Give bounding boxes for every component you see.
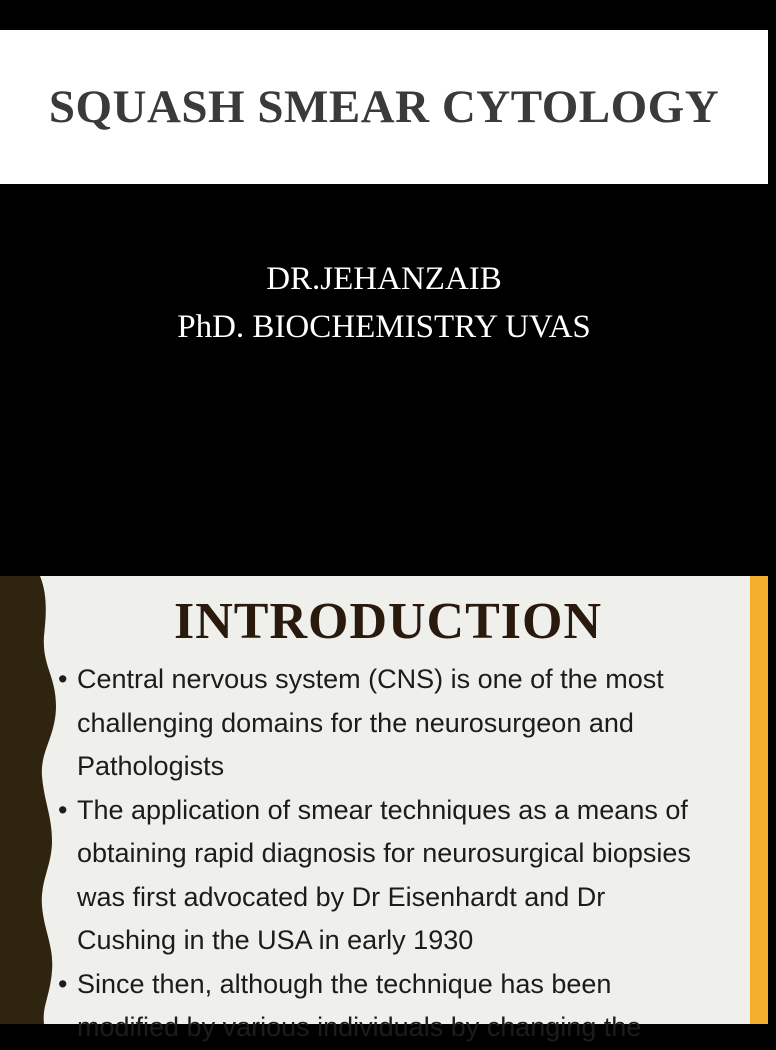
author-name: DR.JEHANZAIB — [266, 261, 502, 297]
bullet-line: Cushing in the USA in early 1930 — [77, 925, 474, 955]
bullet-icon: • — [58, 794, 68, 825]
bullet-icon: • — [58, 968, 68, 999]
bullet-line: The application of smear techniques as a means of — [77, 794, 688, 825]
bullet-line: modified by various individuals by changing the — [77, 1012, 642, 1042]
title-band — [0, 30, 768, 184]
slide-title: SQUASH SMEAR CYTOLOGY — [48, 81, 720, 133]
bullet-line: Central nervous system (CNS) is one of the most — [77, 664, 664, 694]
bullet-line: was first advocated by Dr Eisenhardt and Dr — [77, 881, 606, 912]
author-block — [0, 255, 768, 351]
bullet-line: Since then, although the technique has been — [77, 968, 612, 999]
bullet-list — [58, 658, 758, 1050]
list-item — [58, 789, 758, 963]
section-heading: INTRODUCTION — [173, 593, 603, 650]
author-credentials: PhD. BIOCHEMISTRY UVAS — [177, 309, 591, 345]
bullet-icon: • — [58, 664, 68, 694]
bullet-line: challenging domains for the neurosurgeon and — [77, 707, 634, 738]
bullet-line: obtaining rapid diagnosis for neurosurgical biopsies — [77, 838, 691, 868]
list-item — [58, 658, 758, 789]
bullet-line: Pathologists — [77, 751, 225, 781]
introduction-slide — [0, 576, 768, 1042]
list-item — [58, 963, 758, 1050]
